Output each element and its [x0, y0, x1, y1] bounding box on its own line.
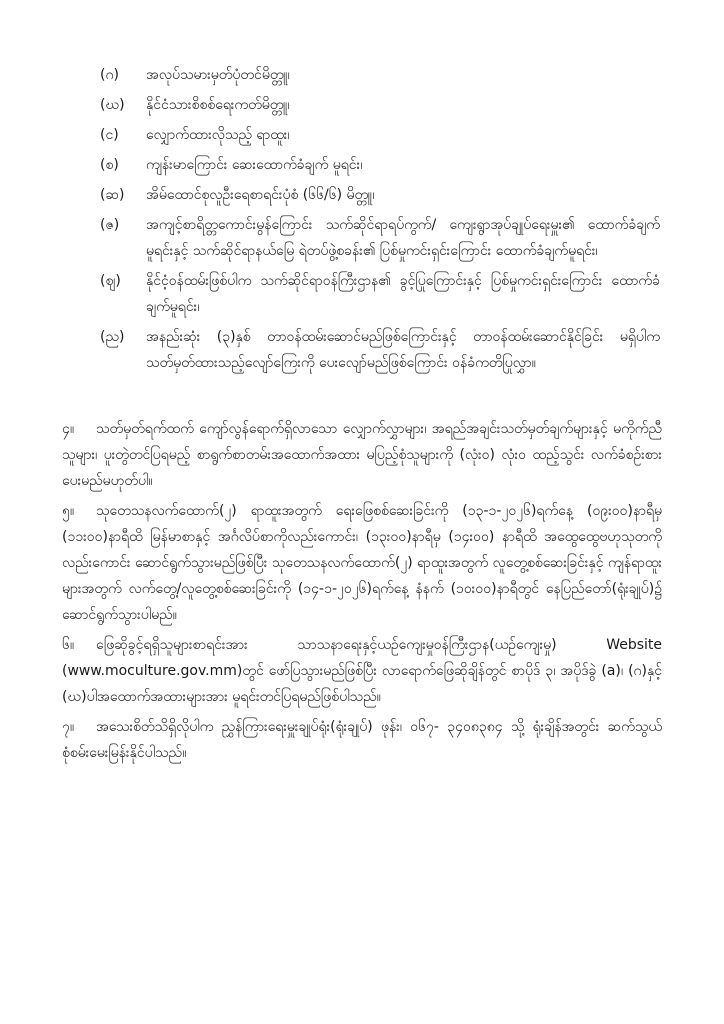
paragraph — [62, 714, 662, 766]
list-item-number: (ဆ) — [100, 187, 125, 203]
list-item-text: ကျန်းမာကြောင်း ဆေးထောက်ခံချက် မူရင်း၊ — [146, 157, 363, 173]
paragraph-text: သတ်မှတ်ရက်ထက် ကျော်လွန်ရောက်ရှိလာသော လျှောက်လွှာများ၊ အရည်အချင်းသတ်မှတ်ချက်များနှင့် မကိုက်ညီသူများ၊ ပူးတွဲတင်ပြရမည့် စာရွက်စာတမ်းအထောက်အထား မပြည့်စုံသူများကို (လုံးဝ) လုံးဝ ထည့်သွင်း လက်ခံစဉ်းစားပေးမည်မဟုတ်ပါ။ — [62, 421, 662, 489]
numbered-paragraphs — [62, 416, 662, 770]
paragraph-text: သုတေသနလက်ထောက်(၂) ရာထူးအတွက် ရေးဖြေစစ်ဆေးခြင်းကို (၁၃-၁-၂၀၂၆)ရက်နေ့ (၀၉း၀၀)နာရီမှ (၁၁း၀၀)နာရီထိ မြန်မာစာနှင့် အင်္ဂလိပ်စာကိုလည်းကောင်း၊ (၁၃း၀၀)နာရီမှ (၁၄း၀၀) နာရီထိ အထွေထွေဗဟုသုတကိုလည်းကောင်း ဆောင်ရွက်သွားမည်ဖြစ်ပြီး သုတေသနလက်ထောက်(၂) ရာထူးအတွက် လူတွေ့စစ်ဆေးခြင်းနှင့် ကျန်ရာထူးများအတွက် လက်တွေ့/လူတွေ့စစ်ဆေးခြင်းကို (၁၄-၁-၂၀၂၆)ရက်နေ့ နံနက် (၁၀း၀၀)နာရီတွင် နေပြည်တော်(ရုံးချုပ်)၌ ဆောင်ရွက်သွားပါမည်။ — [62, 503, 662, 623]
list-item — [100, 268, 660, 320]
paragraph-text: ဖြေဆိုခွင့်ရရှိသူများစာရင်းအား သာသနာရေးနှင့်ယဉ်ကျေးမှုဝန်ကြီးဌာန(ယဉ်ကျေးမှု) Website (www.moculture.gov.mm)တွင် ဖော်ပြသွားမည်ဖြစ်ပြီး လာရောက်ဖြေဆိုချိန်တွင် စာပိုဒ် ၃၊ အပိုဒ်ခွဲ (a)၊ (ဂ)နှင့် (ဃ)ပါအထောက်အထားများအား မူရင်းတင်ပြရမည်ဖြစ်ပါသည်။ — [62, 637, 662, 705]
list-item-text: အလုပ်သမားမှတ်ပုံတင်မိတ္တူ၊ — [146, 67, 290, 83]
paragraph-number: ၅။ — [62, 503, 75, 519]
list-item-number: (ဇ) — [100, 217, 120, 233]
paragraph — [62, 632, 662, 710]
list-item-text: နိုင်ငံ့ဝန်ထမ်းဖြစ်ပါက သက်ဆိုင်ရာဝန်ကြီးဌာန၏ ခွင့်ပြုကြောင်းနှင့် ပြစ်မှုကင်းရှင်းကြောင်း ထောက်ခံချက်မူရင်း၊ — [146, 273, 660, 315]
list-item-number: (င) — [100, 127, 119, 143]
list-item — [100, 122, 660, 148]
paragraph-number: ၆။ — [62, 637, 75, 653]
paragraph — [62, 498, 662, 628]
list-item — [100, 92, 660, 118]
list-item-text: နိုင်ငံသားစိစစ်ရေးကတ်မိတ္တူ၊ — [146, 97, 290, 113]
list-item-number: (ဈ) — [100, 273, 121, 289]
requirements-sub-list — [100, 62, 660, 380]
paragraph-text: အသေးစိတ်သိရှိလိုပါက ညွှန်ကြားရေးမှူးချုပ်ရုံး(ရုံးချုပ်) ဖုန်း၊ ၀၆၇- ၃၄၀၈၃၈၄ သို့ ရုံးချိန်အတွင်း ဆက်သွယ်စုံစမ်းမေးမြန်းနိုင်ပါသည်။ — [62, 719, 662, 761]
list-item — [100, 324, 660, 376]
list-item-text: အကျင့်စာရိတ္တကောင်းမွန်ကြောင်း သက်ဆိုင်ရာရပ်ကွက်/ ကျေးရွာအုပ်ချုပ်ရေးမှူး၏ ထောက်ခံချက်မူရင်းနှင့် သက်ဆိုင်ရာနယ်မြေ ရဲတပ်ဖွဲ့စခန်း၏ ပြစ်မှုကင်းရှင်းကြောင်း ထောက်ခံချက်မူရင်း၊ — [146, 217, 660, 259]
paragraph — [62, 416, 662, 494]
list-item-number: (ဃ) — [100, 97, 125, 113]
list-item-text: အိမ်ထောင်စုလူဦးရေစာရင်းပုံစံ (၆၆/၆) မိတ္တူ၊ — [146, 187, 375, 203]
list-item — [100, 182, 660, 208]
list-item — [100, 212, 660, 264]
paragraph-number: ၇။ — [62, 719, 75, 735]
list-item — [100, 62, 660, 88]
list-item-text: လျှောက်ထားလိုသည့် ရာထူး၊ — [146, 127, 290, 143]
list-item — [100, 152, 660, 178]
list-item-number: (ဂ) — [100, 67, 119, 83]
paragraph-number: ၄။ — [62, 421, 75, 437]
list-item-number: (ည) — [100, 329, 125, 345]
list-item-number: (စ) — [100, 157, 119, 173]
list-item-text: အနည်းဆုံး (၃)နှစ် တာဝန်ထမ်းဆောင်မည်ဖြစ်ကြောင်းနှင့် တာဝန်ထမ်းဆောင်နိုင်ခြင်း မရှိပါက သတ်မှတ်ထားသည့်လျော်ကြေးကို ပေးလျော်မည်ဖြစ်ကြောင်း ဝန်ခံကတိပြုလွှာ။ — [146, 329, 660, 371]
